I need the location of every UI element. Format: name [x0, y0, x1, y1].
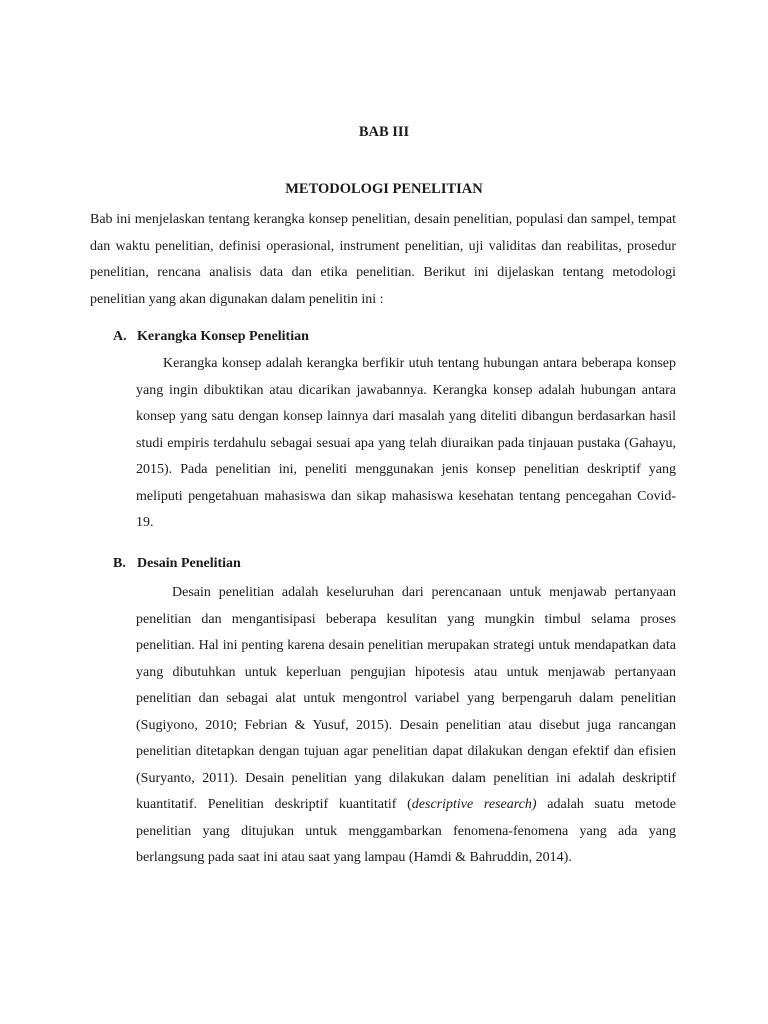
section-title: Kerangka Konsep Penelitian: [137, 329, 309, 344]
section-title: Desain Penelitian: [137, 556, 241, 571]
section-heading-desain-penelitian: [113, 556, 241, 572]
section-letter: B.: [113, 556, 126, 571]
section-letter: A.: [113, 329, 127, 344]
section-body-desain-penelitian: [136, 580, 676, 872]
intro-paragraph: Bab ini menjelaskan tentang kerangka konsep penelitian, desain penelitian, populasi dan sampel, tempat dan waktu penelitian, definisi operasional, instrument penelitian, uji validitas dan reabilitas, prosedur penelitian, rencana analisis data dan etika penelitian. Berikut ini dijelaskan tentang metodologi penelitian yang akan digunakan dalam penelitin ini :: [90, 212, 676, 307]
section-heading-kerangka-konsep: [113, 329, 309, 345]
chapter-number: BAB III: [358, 124, 410, 140]
section-body-kerangka-konsep: Kerangka konsep adalah kerangka berfikir utuh tentang hubungan antara beberapa konsep yang ingin dibuktikan atau dicarikan jawabannya. Kerangka konsep adalah hubungan antara konsep yang satu dengan konsep lainnya dari masalah yang diteliti dibangun berdasarkan hasil studi empiris terdahulu sebagai sesuai apa yang telah diuraikan pada tinjauan pustaka (Gahayu, 2015). Pada penelitian ini, peneliti menggunakan jenis konsep penelitian deskriptif yang meliputi pengetahuan mahasiswa dan sikap mahasiswa kesehatan tentang pencegahan Covid-19.: [136, 356, 676, 530]
chapter-title: METODOLOGI PENELITIAN: [285, 181, 483, 197]
body-text-part: adalah suatu metode penelitian yang ditujukan untuk menggambarkan fenomena-fenomena yang ada yang berlangsung pada saat ini atau saat yang lampau (Hamdi & Bahruddin, 2014).: [136, 797, 677, 865]
body-text-part: Desain penelitian adalah keseluruhan dari perencanaan untuk menjawab pertanyaan penelitian dan mengantisipasi beberapa kesulitan yang mungkin timbul selama proses penelitian. Hal ini penting karena desain penelitian merupakan strategi untuk mendapatkan data yang dibutuhkan untuk keperluan pengujian hipotesis atau untuk menjawab pertanyaan penelitian dan sebagai alat untuk mengontrol variabel yang berpengaruh dalam penelitian (Sugiyono, 2010; Febrian & Yusuf, 2015). Desain penelitian atau disebut juga rancangan penelitian ditetapkan dengan tujuan agar penelitian dapat dilakukan dengan efektif dan efisien (Suryanto, 2011). Desain penelitian yang dilakukan dalam penelitian ini adalah deskriptif kuantitatif. Penelitian deskriptif kuantitatif (: [136, 585, 676, 812]
italic-term: descriptive research): [411, 797, 537, 812]
